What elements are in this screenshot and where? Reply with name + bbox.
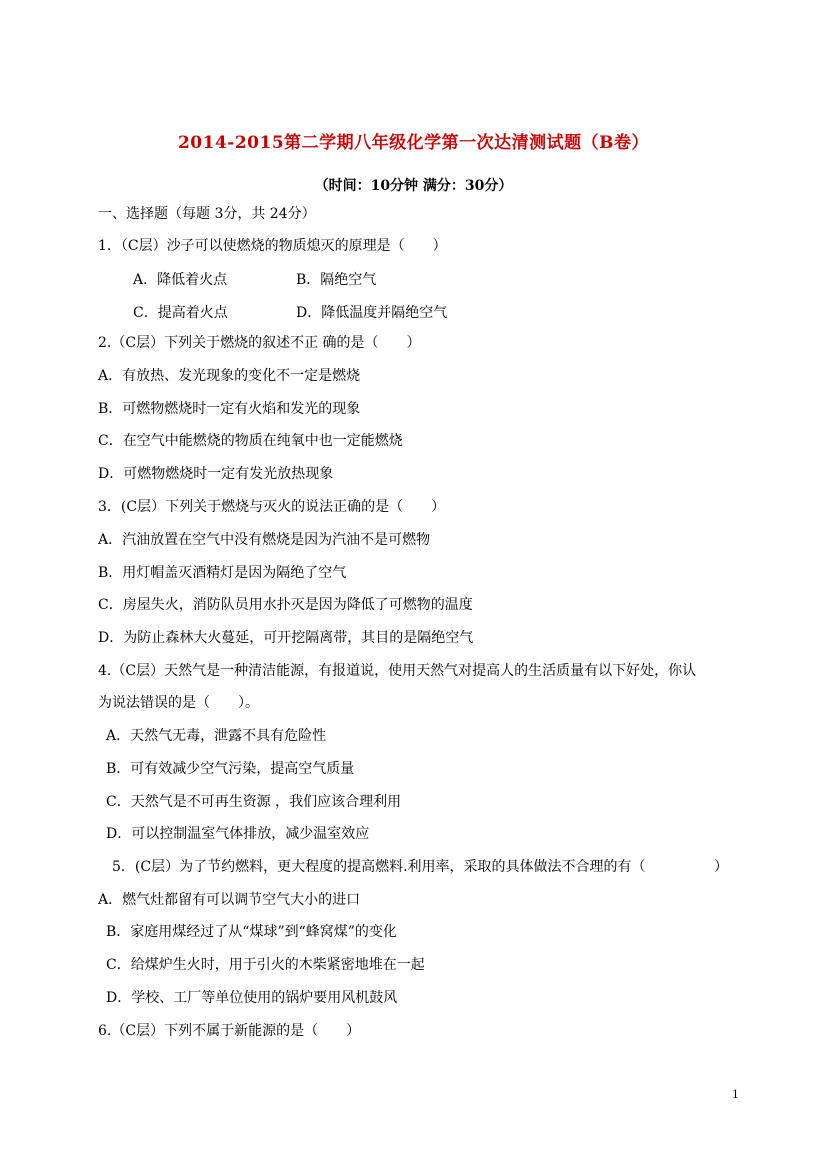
question-2-option-a: A．有放热、发光现象的变化不一定是燃烧 <box>98 368 361 384</box>
page-number: 1 <box>732 1088 739 1101</box>
question-5-option-c: C．给煤炉生火时，用于引火的木柴紧密地堆在一起 <box>106 957 425 973</box>
question-4-option-a: A．天然气无毒，泄露不具有危险性 <box>106 728 327 744</box>
question-5-stem: 5．(C层）为了节约燃料，更大程度的提高燃料.利用率，采取的具体做法不合理的有（ <box>112 859 646 875</box>
question-1-stem: 1．（C层）沙子可以使燃烧的物质熄灭的原理是（ ） <box>98 238 447 254</box>
question-5-option-a: A．燃气灶都留有可以调节空气大小的进口 <box>98 892 361 908</box>
question-1-option-b: B．隔绝空气 <box>296 272 377 288</box>
question-3-option-b: B．用灯帽盖灭酒精灯是因为隔绝了空气 <box>98 565 347 581</box>
question-4-stem-line2: 为说法错误的是（ ）。 <box>98 695 259 711</box>
question-4-option-d: D．可以控制温室气体排放，减少温室效应 <box>106 826 370 842</box>
question-4-option-b: B．可有效减少空气污染，提高空气质量 <box>106 761 355 777</box>
question-3-option-a: A．汽油放置在空气中没有燃烧是因为汽油不是可燃物 <box>98 532 431 548</box>
exam-subtitle: （时间：10分钟 满分：30分） <box>314 178 513 194</box>
section-heading: 一、选择题（每题 3分，共 24分） <box>98 206 316 222</box>
question-5-option-d: D．学校、工厂等单位使用的锅炉要用风机鼓风 <box>106 990 398 1006</box>
question-3-stem: 3．(C层）下列关于燃烧与灭火的说法正确的是（ ） <box>98 499 446 515</box>
question-3-option-c: C．房屋失火，消防队员用水扑灭是因为降低了可燃物的温度 <box>98 597 473 613</box>
question-2-option-d: D．可燃物燃烧时一定有发光放热现象 <box>98 466 334 482</box>
question-5-option-b: B．家庭用煤经过了从“煤球”到“蜂窝煤”的变化 <box>106 924 397 940</box>
question-5-paren-close: ） <box>714 859 728 875</box>
question-2-option-c: C．在空气中能燃烧的物质在纯氧中也一定能燃烧 <box>98 433 403 449</box>
question-1-option-a: A．降低着火点 <box>133 272 228 288</box>
question-3-option-d: D．为防止森林大火蔓延，可开挖隔离带，其目的是隔绝空气 <box>98 630 474 646</box>
question-2-stem: 2.（C层）下列关于燃烧的叙述不正 确的是（ ） <box>98 335 421 351</box>
question-1-option-c: C．提高着火点 <box>133 305 228 321</box>
question-4-stem-line1: 4.（C层）天然气是一种清洁能源，有报道说，使用天然气对提高人的生活质量有以下好处，你认 <box>98 663 697 679</box>
question-1-option-d: D．降低温度并隔绝空气 <box>296 305 448 321</box>
question-5-stem-row <box>112 858 728 876</box>
question-4-option-c: C．天然气是不可再生资源 ，我们应该合理利用 <box>106 794 402 810</box>
question-6-stem: 6.（C层）下列不属于新能源的是（ ） <box>98 1023 361 1039</box>
exam-title: 2014-2015第二学期八年级化学第一次达清测试题（B卷） <box>177 133 650 153</box>
question-2-option-b: B．可燃物燃烧时一定有火焰和发光的现象 <box>98 401 361 417</box>
